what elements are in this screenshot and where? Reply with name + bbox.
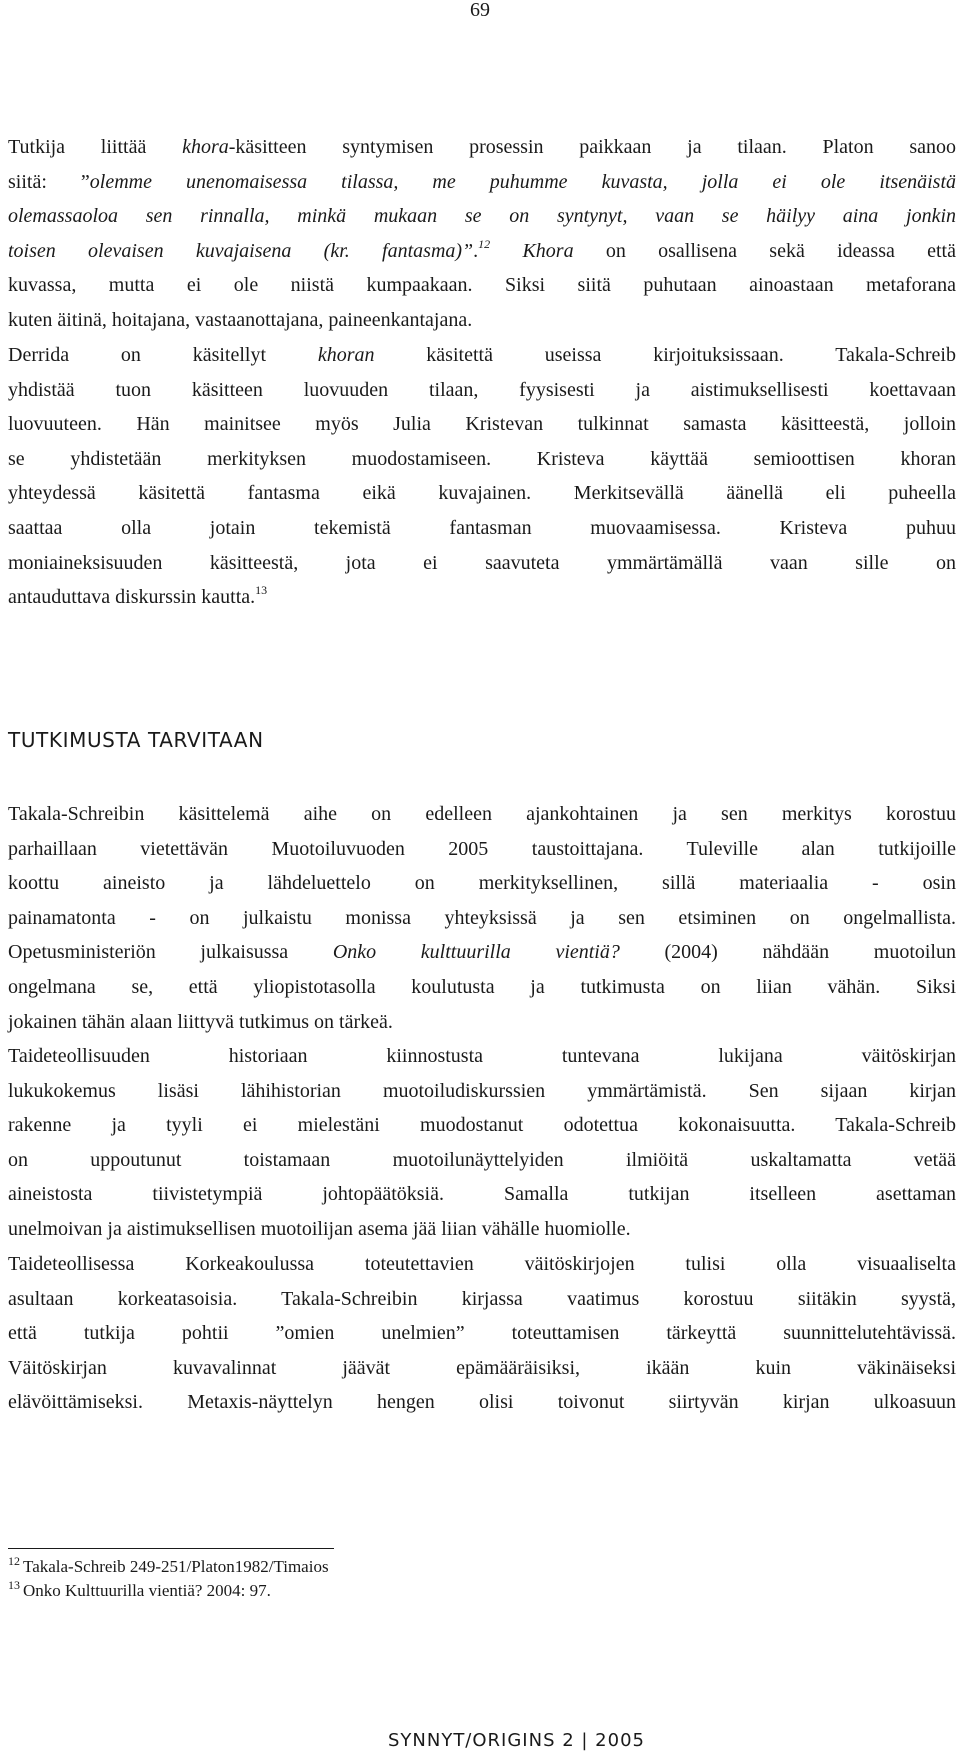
- text-line: Taideteollisuuden historiaan kiinnostusta tuntevana lukijana väitöskirjan: [8, 1045, 956, 1067]
- text-line: Takala-Schreibin käsittelemä aihe on edelleen ajankohtainen ja sen merkitys korostuu: [8, 803, 956, 825]
- text-line: saattaa olla jotain tekemistä fantasman muovaamisessa. Kristeva puhuu: [8, 516, 956, 539]
- footnote-13: $^{13}$ Onko Kulttuurilla vientiä? 2004: 97.: [8, 1578, 271, 1600]
- text-line: Väitöskirjan kuvavalinnat jäävät epämääräisiksi, ikään kuin väkinäiseksi: [8, 1356, 956, 1379]
- text-line: Opetusministeriön julkaisussa Onko kulttuurilla vientiä? (2004) nähdään muotoilun: [8, 941, 956, 964]
- text-line: aineistosta tiivistetympiä johtopäätöksiä. Samalla tutkijan itselleen asettaman: [8, 1183, 956, 1206]
- text-line: rakenne ja tyyli ei mielestäni muodostanut odotettua kokonaisuutta. Takala-Schreib: [8, 1114, 956, 1137]
- text-line: siitä: ”olemme unenomaisessa tilassa, me puhumme kuvasta, jolla ei ole itsenäistä: [8, 170, 956, 193]
- footnote-ref-12[interactable]: 12: [478, 236, 491, 251]
- text-line: lukukokemus lisäsi lähihistorian muotoiludiskurssien ymmärtämistä. Sen sijaan kirjan: [8, 1079, 956, 1102]
- text-line: olemassaoloa sen rinnalla, minkä mukaan se on syntynyt, vaan se häilyy aina jonkin: [8, 205, 956, 228]
- text-line: luovuuteen. Hän mainitsee myös Julia Kristevan tulkinnat samasta käsitteestä, jolloin: [8, 413, 956, 436]
- text-line: asultaan korkeatasoisia. Takala-Schreibin kirjassa vaatimus korostuu siitäkin syystä,: [8, 1287, 956, 1310]
- text-line: toisen olevaisen kuvajaisena (kr. fantasma)”.$^{12}$ Khora on osallisena sekä ideassa että: [8, 236, 956, 262]
- text-line: kuvassa, mutta ei ole niistä kumpaakaan. Siksi siitä puhutaan ainoastaan metaforana: [8, 274, 956, 297]
- page-footer: [0, 1730, 960, 1751]
- page-number: 69: [470, 0, 490, 21]
- text-line: elävöittämiseksi. Metaxis-näyttelyn hengen olisi toivonut siirtyvän kirjan ulkoasuun: [8, 1391, 956, 1414]
- text-line: antauduttava diskurssin kautta.$^{13}$: [8, 583, 268, 609]
- text-line: se yhdistetään merkityksen muodostamiseen. Kristeva käyttää semioottisen khoran: [8, 447, 956, 470]
- paragraph-5: [8, 1247, 956, 1420]
- text-line: että tutkija pohtii ”omien unelmien” toteuttamisen tärkeyttä suunnittelutehtävissä.: [8, 1322, 956, 1345]
- paragraph-1: [8, 130, 956, 338]
- text-line: moniaineksisuuden käsitteestä, jota ei saavuteta ymmärtämällä vaan sille on: [8, 551, 956, 574]
- text-line: painamatonta - on julkaistu monissa yhteyksissä ja sen etsiminen on ongelmallista.: [8, 906, 956, 929]
- text-line: jokainen tähän alaan liittyvä tutkimus on tärkeä.: [8, 1010, 393, 1033]
- text-line: yhdistää tuon käsitteen luovuuden tilaan, fyysisesti ja aistimuksellisesti koettavaan: [8, 378, 956, 401]
- footnote-12: $^{12}$ Takala-Schreib 249-251/Platon1982/Timaios: [8, 1554, 329, 1576]
- text-line: unelmoivan ja aistimuksellisen muotoilijan asema jää liian vähälle huomiolle.: [8, 1217, 631, 1240]
- footnotes: [8, 1555, 329, 1603]
- footnote-ref-13[interactable]: 13: [255, 583, 268, 598]
- footer-text: SYNNYT/ORIGINS 2 | 2005: [387, 1730, 645, 1751]
- section-heading: TUTKIMUSTA TARVITAAN: [8, 728, 264, 752]
- text-line: parhaillaan vietettävän Muotoiluvuoden 2005 taustoittajana. Tuleville alan tutkijoille: [8, 837, 956, 860]
- paragraph-4: [8, 1039, 956, 1247]
- text-line: koottu aineisto ja lähdeluettelo on merkityksellinen, sillä materiaalia - osin: [8, 872, 956, 895]
- text-line: kuten äitinä, hoitajana, vastaanottajana, paineenkantajana.: [8, 308, 473, 331]
- text-line: on uppoutunut toistamaan muotoilunäyttelyiden ilmiöitä uskaltamatta vetää: [8, 1148, 956, 1171]
- paragraph-2: [8, 338, 956, 615]
- footnote-divider: [8, 1548, 334, 1549]
- text-line: yhteydessä käsitettä fantasma eikä kuvajainen. Merkitsevällä äänellä eli puheella: [8, 482, 956, 505]
- text-line: ongelmana se, että yliopistotasolla koulutusta ja tutkimusta on liian vähän. Siksi: [8, 975, 956, 998]
- text-line: Tutkija liittää khora-käsitteen syntymisen prosessin paikkaan ja tilaan. Platon sanoo: [8, 136, 956, 158]
- paragraph-3: [8, 797, 956, 1039]
- text-line: Derrida on käsitellyt khoran käsitettä useissa kirjoituksissaan. Takala-Schreib: [8, 344, 956, 366]
- text-line: Taideteollisessa Korkeakoulussa toteutettavien väitöskirjojen tulisi olla visuaaliselta: [8, 1253, 956, 1275]
